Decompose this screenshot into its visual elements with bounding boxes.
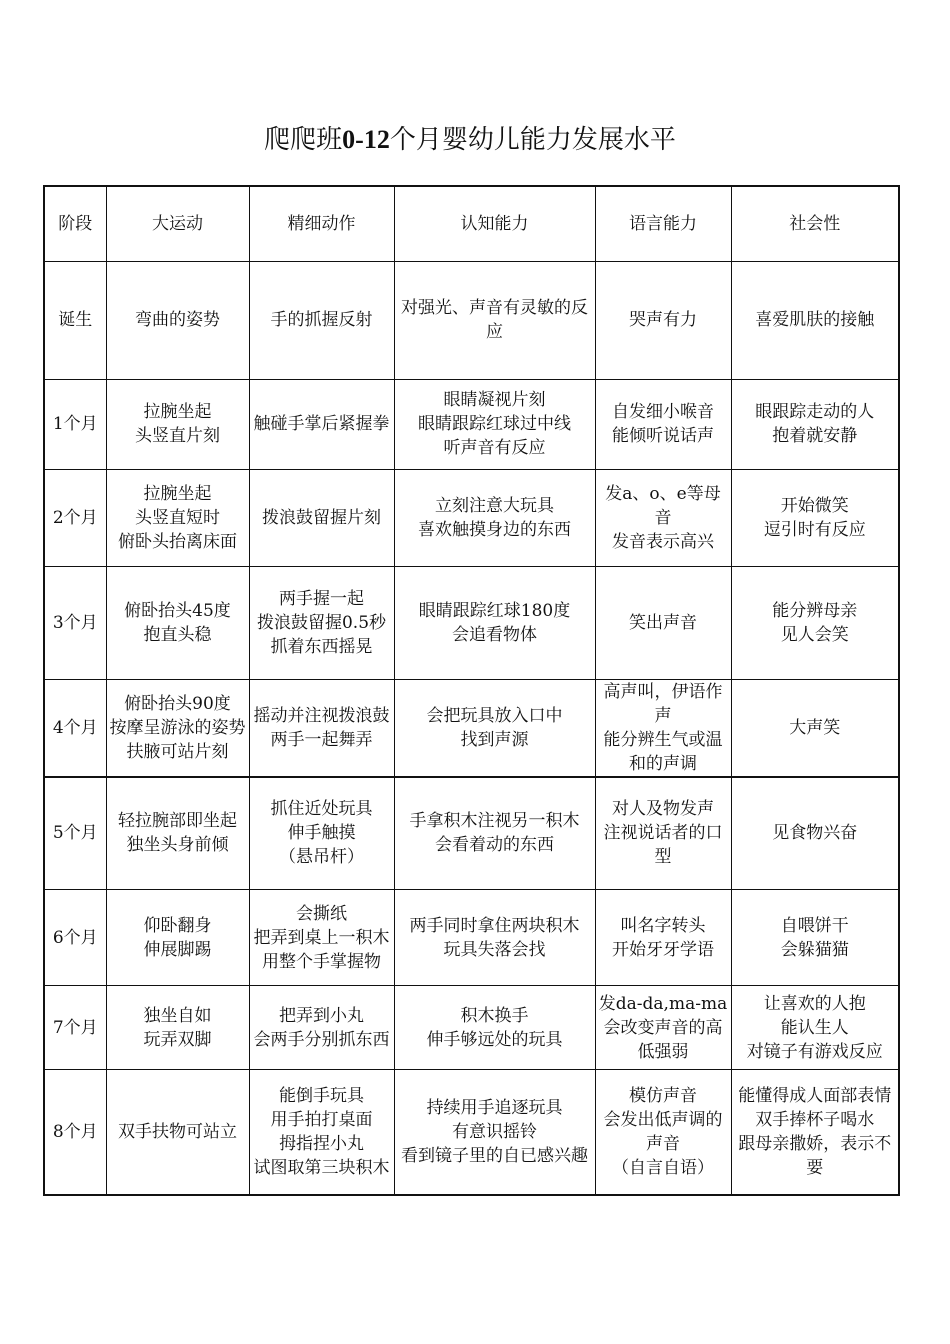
cell-line: 逗引时有反应: [763, 519, 866, 540]
social-cell: [731, 469, 899, 566]
cell-line: 拨浪鼓留握0.5秒: [256, 612, 387, 633]
cell-line: 发音表示高兴: [612, 531, 714, 552]
gross-motor-cell: [106, 777, 249, 890]
cell-line: 有意识摇铃: [452, 1121, 537, 1142]
cell-line: 立刻注意大玩具: [435, 495, 554, 516]
cell-line: 叫名字转头: [620, 915, 706, 936]
cell-line: 把弄到桌上一积木: [253, 927, 390, 948]
title-bold: 0-12: [342, 125, 390, 154]
cell-line: 两手握一起: [279, 588, 364, 609]
cell-line: 找到声源: [460, 729, 529, 750]
cell-line: 会撕纸: [296, 903, 347, 924]
cell-line: 眼跟踪走动的人: [755, 402, 875, 422]
social-cell: [731, 566, 899, 679]
cell-line: 双手捧杯子喝水: [755, 1109, 875, 1130]
cognitive-cell: [394, 379, 595, 469]
stage-cell: 5个月: [44, 777, 106, 890]
cognitive-cell: [394, 1070, 595, 1195]
header-cell-social: 社会性: [731, 186, 899, 261]
fine-motor-cell: [249, 566, 394, 679]
cell-line: 跟母亲撒娇，表示不要: [738, 1133, 892, 1178]
table-row: [44, 679, 899, 777]
cell-line: 抱着就安静: [772, 426, 858, 446]
cognitive-cell: [394, 566, 595, 679]
cell-line: 让喜欢的人抱: [763, 993, 866, 1014]
cell-line: 发a、o、e等母音: [605, 483, 721, 528]
stage-cell: 2个月: [44, 469, 106, 566]
table-row: [44, 1070, 899, 1195]
cell-line: 持续用手追逐玩具: [426, 1097, 563, 1118]
cell-line: 独坐自如: [143, 1005, 212, 1026]
cognitive-cell: [394, 890, 595, 986]
cell-line: 独坐头身前倾: [126, 835, 229, 856]
cell-line: 俯卧抬头45度: [124, 600, 231, 621]
cognitive-cell: [394, 469, 595, 566]
cell-line: 仰卧翻身: [143, 915, 212, 936]
gross-motor-cell: [106, 890, 249, 986]
cell-line: 能分辨生气或温和的声调: [603, 729, 723, 774]
cell-line: 对强光、声音有灵敏的反应: [401, 298, 588, 342]
cell-line: 两手一起舞弄: [270, 729, 373, 750]
cell-line: 头竖直片刻: [135, 426, 220, 446]
social-cell: [731, 679, 899, 777]
gross-motor-cell: [106, 1070, 249, 1195]
table-row: [44, 261, 899, 379]
cell-line: 会发出低声调的声音: [603, 1109, 723, 1154]
cell-line: 能懂得成人面部表情: [738, 1085, 892, 1106]
cell-line: 抱直头稳: [143, 624, 212, 645]
table-row: [44, 469, 899, 566]
social-cell: [731, 261, 899, 379]
cell-line: 自发细小喉音: [612, 402, 714, 422]
cell-line: 笑出声音: [629, 612, 697, 633]
stage-cell: 3个月: [44, 566, 106, 679]
cell-line: 看到镜子里的自已感兴趣: [401, 1145, 588, 1166]
table-row: [44, 986, 899, 1070]
cell-line: 眼睛凝视片刻: [443, 390, 546, 410]
language-cell: [595, 679, 731, 777]
language-cell: [595, 566, 731, 679]
language-cell: [595, 261, 731, 379]
cell-line: 积木换手: [460, 1005, 529, 1026]
table-row: [44, 379, 899, 469]
cell-line: 轻拉腕部即坐起: [118, 811, 237, 832]
cell-line: 把弄到小丸: [279, 1005, 364, 1026]
gross-motor-cell: [106, 986, 249, 1070]
cell-line: 对镜子有游戏反应: [746, 1041, 883, 1062]
fine-motor-cell: [249, 679, 394, 777]
table-row: [44, 566, 899, 679]
cell-line: 模仿声音: [629, 1085, 697, 1106]
language-cell: [595, 777, 731, 890]
cell-line: 眼睛跟踪红球过中线: [418, 414, 571, 434]
development-table: [43, 185, 900, 1196]
cell-line: 拇指捏小丸: [279, 1133, 364, 1154]
social-cell: [731, 890, 899, 986]
cell-line: 会躲猫猫: [780, 939, 849, 960]
fine-motor-cell: [249, 261, 394, 379]
cell-line: 能倒手玩具: [279, 1085, 364, 1106]
cell-line: 发da-da,ma-ma: [598, 993, 728, 1014]
cell-line: 会两手分别抓东西: [253, 1029, 390, 1050]
fine-motor-cell: [249, 1070, 394, 1195]
cell-line: 拨浪鼓留握片刻: [262, 507, 381, 528]
cell-line: 拉腕坐起: [143, 483, 212, 504]
language-cell: [595, 1070, 731, 1195]
cell-line: 触碰手掌后紧握拳: [253, 414, 390, 434]
cell-line: 对人及物发声: [612, 799, 714, 820]
stage-cell: 6个月: [44, 890, 106, 986]
fine-motor-cell: [249, 890, 394, 986]
cell-line: 玩具失落会找: [443, 939, 546, 960]
language-cell: [595, 379, 731, 469]
cognitive-cell: [394, 986, 595, 1070]
header-cell-gross-motor: 大运动: [106, 186, 249, 261]
cell-line: 抓住近处玩具: [270, 799, 373, 820]
stage-cell: 8个月: [44, 1070, 106, 1195]
fine-motor-cell: [249, 469, 394, 566]
social-cell: [731, 777, 899, 890]
cell-line: 头竖直短时: [135, 507, 220, 528]
cell-line: 开始牙牙学语: [612, 939, 714, 960]
cell-line: 眼睛跟踪红球180度: [418, 600, 571, 621]
gross-motor-cell: [106, 379, 249, 469]
header-cell-stage: 阶段: [44, 186, 106, 261]
cell-line: 抓着东西摇晃: [270, 636, 373, 657]
cell-line: 注视说话者的口型: [603, 823, 723, 868]
cell-line: 用手拍打桌面: [270, 1109, 373, 1130]
cell-line: 俯卧抬头90度: [124, 693, 231, 714]
cell-line: 高声叫，伊语作声: [603, 681, 723, 726]
cell-line: 会把玩具放入口中: [426, 705, 563, 726]
cognitive-cell: [394, 261, 595, 379]
cell-line: 能倾听说话声: [612, 426, 714, 446]
language-cell: [595, 986, 731, 1070]
cell-line: 听声音有反应: [443, 438, 546, 458]
cell-line: 玩弄双脚: [143, 1029, 212, 1050]
cell-line: 伸手够远处的玩具: [426, 1029, 563, 1050]
cell-line: 自喂饼干: [780, 915, 849, 936]
social-cell: [731, 379, 899, 469]
header-cell-language: 语言能力: [595, 186, 731, 261]
fine-motor-cell: [249, 777, 394, 890]
cell-line: 哭声有力: [629, 310, 697, 330]
gross-motor-cell: [106, 469, 249, 566]
cell-line: 伸展脚踢: [143, 939, 212, 960]
fine-motor-cell: [249, 986, 394, 1070]
table-body: [44, 186, 899, 1195]
header-cell-fine-motor: 精细动作: [249, 186, 394, 261]
cell-line: 喜爱肌肤的接触: [755, 310, 875, 330]
cognitive-cell: [394, 777, 595, 890]
cell-line: 双手扶物可站立: [118, 1121, 237, 1142]
cell-line: 能认生人: [780, 1017, 849, 1038]
stage-cell: 1个月: [44, 379, 106, 469]
page-title: [0, 122, 940, 158]
language-cell: [595, 890, 731, 986]
cell-line: 伸手触摸: [287, 823, 356, 844]
cell-line: 见人会笑: [780, 624, 849, 645]
title-prefix: 爬爬班: [264, 125, 343, 155]
cell-line: 喜欢触摸身边的东西: [418, 519, 571, 540]
cell-line: 能分辨母亲: [772, 600, 858, 621]
fine-motor-cell: [249, 379, 394, 469]
cell-line: 会改变声音的高低强弱: [603, 1017, 723, 1062]
cell-line: （悬吊杆）: [279, 847, 364, 868]
title-suffix: 个月婴幼儿能力发展水平: [389, 125, 676, 155]
cell-line: 拉腕坐起: [143, 402, 212, 422]
cell-line: 俯卧头抬离床面: [118, 531, 237, 552]
cell-line: 开始微笑: [780, 495, 849, 516]
table-row: [44, 777, 899, 890]
gross-motor-cell: [106, 566, 249, 679]
cell-line: 按摩呈游泳的姿势: [109, 717, 246, 738]
table-row: [44, 890, 899, 986]
gross-motor-cell: [106, 261, 249, 379]
cell-line: 手拿积木注视另一积木: [409, 811, 580, 832]
header-row: [44, 186, 899, 261]
cell-line: 两手同时拿住两块积木: [409, 915, 580, 936]
social-cell: [731, 986, 899, 1070]
cell-line: 摇动并注视拨浪鼓: [253, 705, 390, 726]
language-cell: [595, 469, 731, 566]
cell-line: 会看着动的东西: [435, 835, 554, 856]
cell-line: 大声笑: [789, 717, 841, 738]
stage-cell: 7个月: [44, 986, 106, 1070]
cell-line: 见食物兴奋: [772, 823, 858, 844]
gross-motor-cell: [106, 679, 249, 777]
cell-line: （自言自语）: [612, 1157, 714, 1178]
social-cell: [731, 1070, 899, 1195]
cell-line: 用整个手掌握物: [262, 951, 381, 972]
cell-line: 会追看物体: [452, 624, 537, 645]
stage-cell: 4个月: [44, 679, 106, 777]
cell-line: 试图取第三块积木: [253, 1157, 390, 1178]
header-cell-cognitive: 认知能力: [394, 186, 595, 261]
cell-line: 手的抓握反射: [270, 310, 373, 330]
cell-line: 弯曲的姿势: [135, 310, 220, 330]
cell-line: 扶腋可站片刻: [126, 741, 229, 762]
cognitive-cell: [394, 679, 595, 777]
stage-cell: 诞生: [44, 261, 106, 379]
